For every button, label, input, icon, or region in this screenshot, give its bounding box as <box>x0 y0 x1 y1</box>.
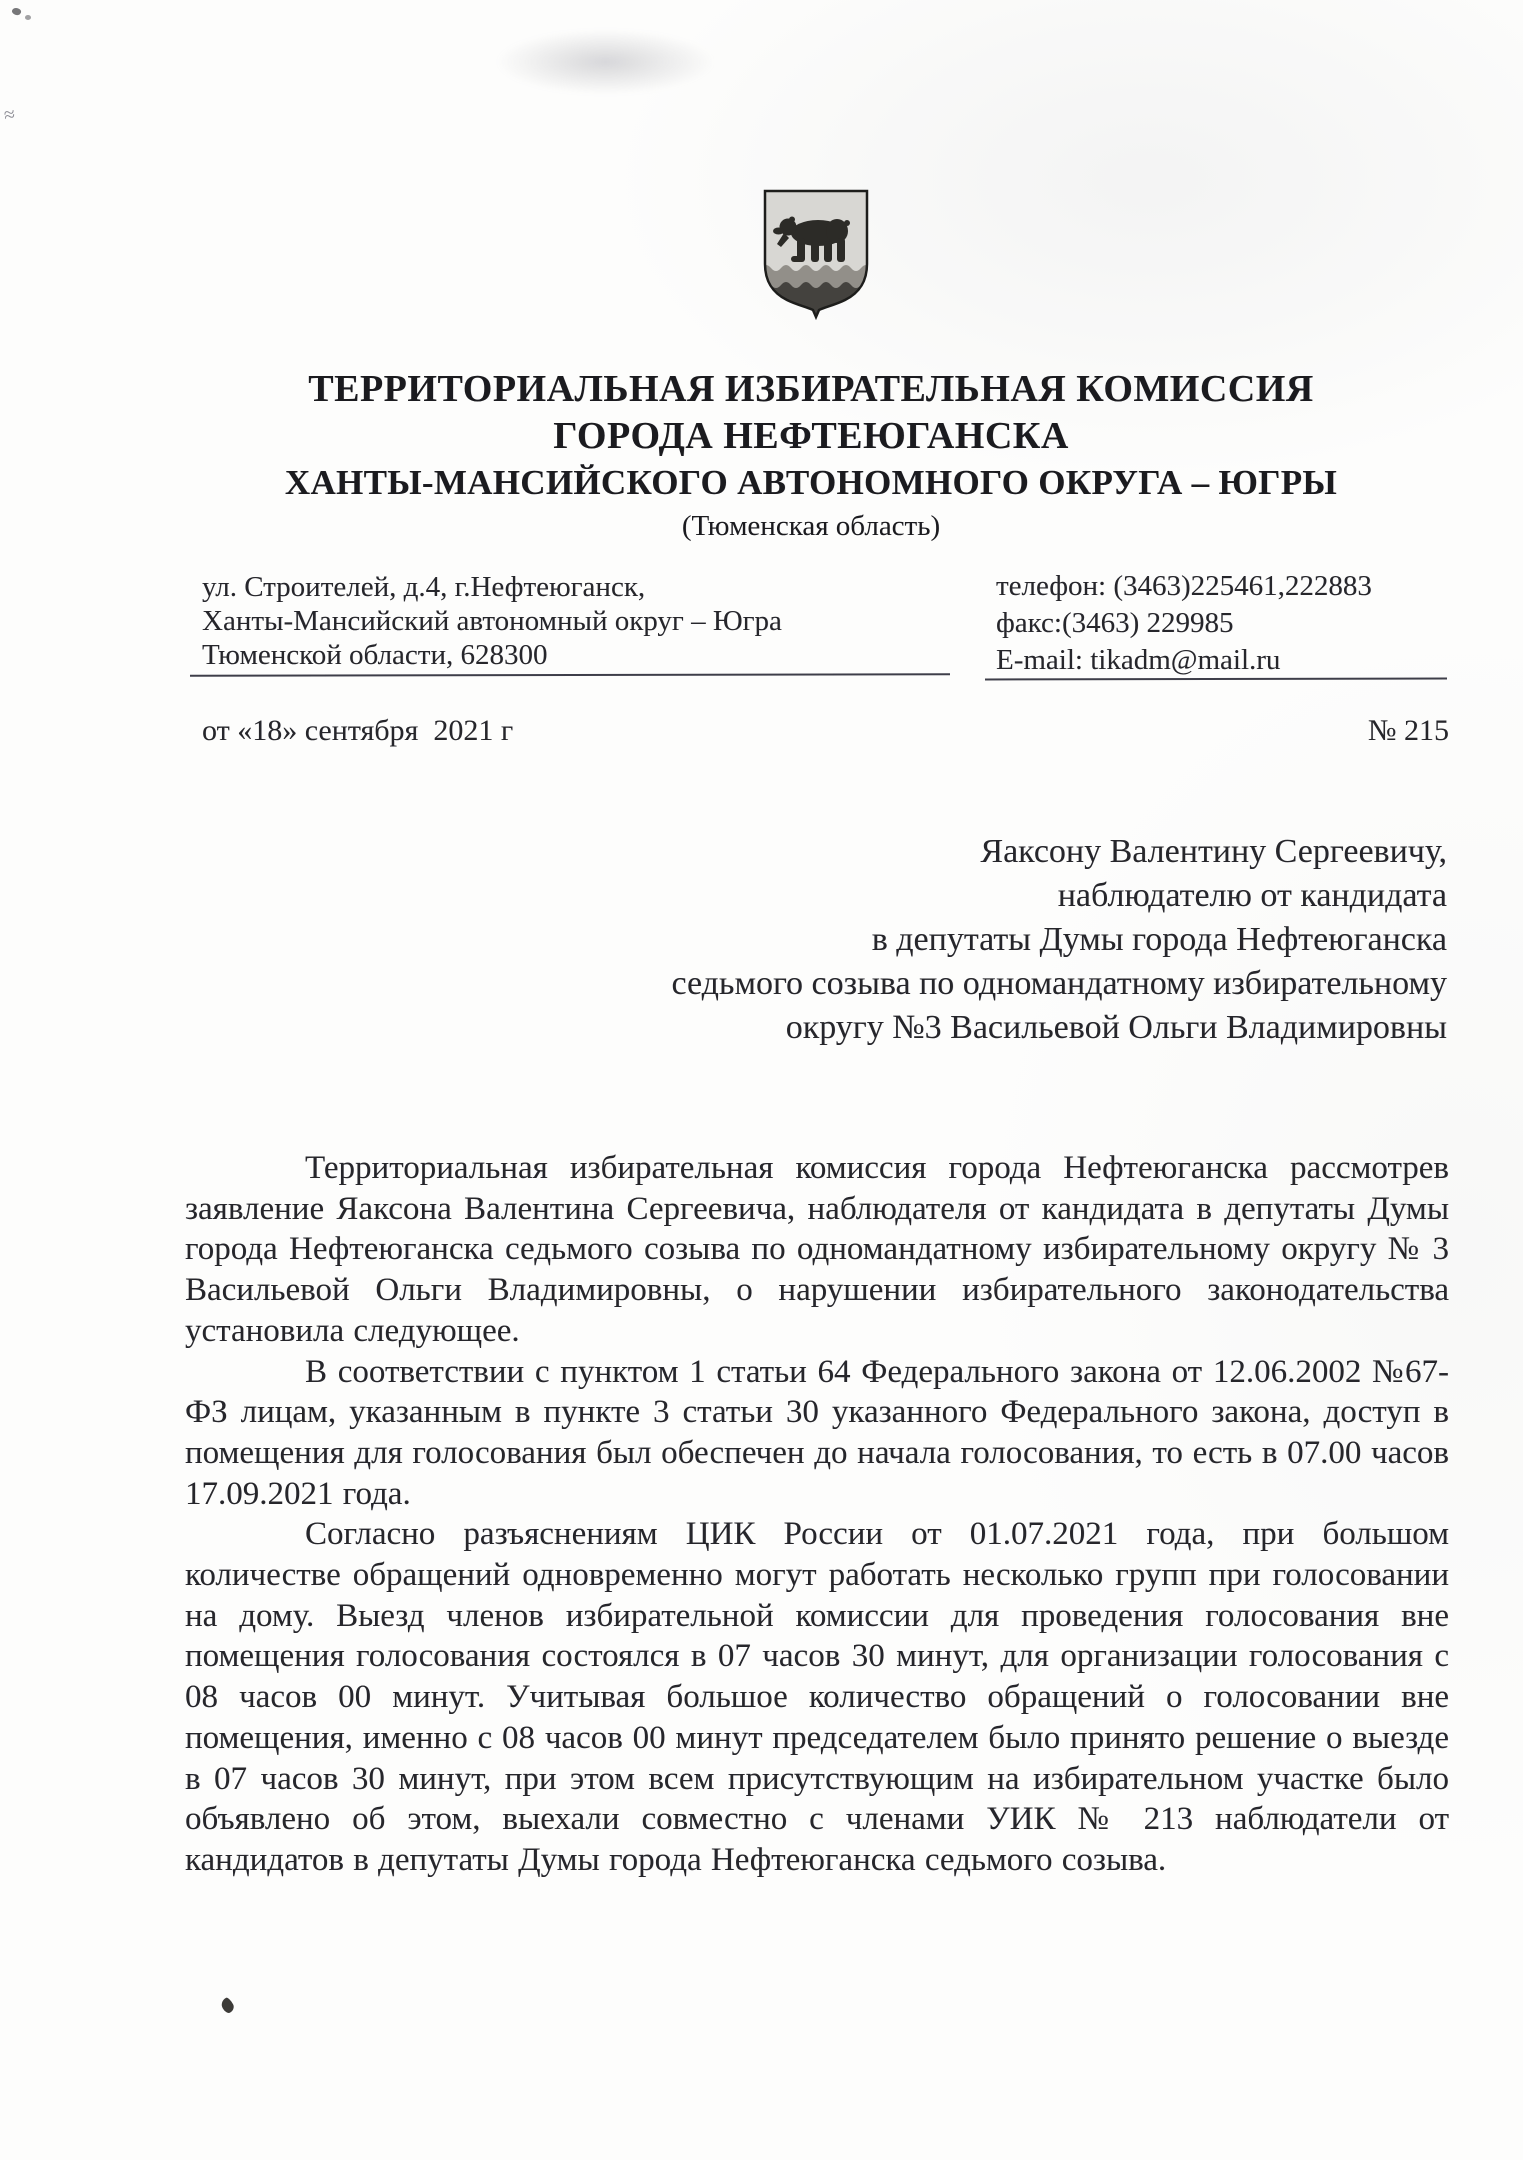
recipient-line: в депутаты Думы города Нефтеюганска <box>871 921 1447 958</box>
letterhead <box>180 366 1442 546</box>
header-divider-right <box>985 678 1447 681</box>
letter-body <box>185 1148 1449 1881</box>
org-name-line-2: ГОРОДА НЕФТЕЮГАНСКА <box>553 415 1069 457</box>
scan-mark: ≈ <box>2 103 17 127</box>
org-region: (Тюменская область) <box>681 510 941 542</box>
header-divider-left <box>190 673 950 677</box>
email-line: E-mail: tikadm@mail.ru <box>996 644 1281 676</box>
body-paragraph: Согласно разъяснениям ЦИК России от 01.07.2021 года, при большом количестве обращений одновременно могут работать несколько групп при голосовании на дому. Выезд членов избирательной комиссии для проведения голосования вне помещения голосования состоялся в 07 часов 30 минут, для организации голосования с 08 часов 00 минут. Учитывая большое количество обращений о голосовании вне помещения, именно с 08 часов 00 минут председателем было принято решение о выезде в 07 часов 30 минут, при этом всем присутствующим на избирательном участке было объявлено об этом, выехали совместно с членами УИК № 213 наблюдатели от кандидатов в депутаты Думы города Нефтеюганска седьмого созыва. <box>185 1516 1449 1878</box>
fax-line: факс:(3463) 229985 <box>996 607 1234 639</box>
recipient-line: Яаксону Валентину Сергеевичу, <box>980 833 1447 870</box>
recipient-block <box>547 830 1447 1050</box>
nefteyugansk-coat-of-arms-icon <box>761 188 871 320</box>
recipient-line: округу №3 Васильевой Ольги Владимировны <box>785 1009 1447 1046</box>
body-paragraph: В соответствии с пунктом 1 статьи 64 Федерального закона от 12.06.2002 №67-ФЗ лицам, указанным в пункте 3 статьи 30 указанного Федерального закона, доступ в помещения для голосования был обеспечен до начала голосования, то есть в 07.00 часов 17.09.2021 года. <box>185 1353 1449 1512</box>
org-name-line-1: ТЕРРИТОРИАЛЬНАЯ ИЗБИРАТЕЛЬНАЯ КОМИССИЯ <box>308 368 1314 410</box>
address-line: Тюменской области, 628300 <box>202 639 548 671</box>
body-paragraph: Территориальная избирательная комиссия города Нефтеюганска рассмотрев заявление Яаксона Валентина Сергеевича, наблюдателя от кандидата в депутаты Думы города Нефтеюганска седьмого созыва по одномандатному избирательному округу № 3 Васильевой Ольги Владимировны, о нарушении избирательного законодательства установила следующее. <box>185 1150 1449 1349</box>
ink-speck <box>219 1996 236 2014</box>
sender-address-block <box>202 570 852 672</box>
address-line: ул. Строителей, д.4, г.Нефтеюганск, <box>202 571 646 603</box>
scan-speck-icon <box>25 15 31 20</box>
sender-contacts-block <box>996 568 1456 679</box>
org-name-line-3: ХАНТЫ-МАНСИЙСКОГО АВТОНОМНОГО ОКРУГА – ЮГРЫ <box>284 463 1338 502</box>
letter-number: № 215 <box>1367 714 1449 747</box>
address-line: Ханты-Мансийский автономный округ – Югра <box>202 605 782 637</box>
recipient-line: седьмого созыва по одномандатному избирательному <box>671 965 1447 1002</box>
phone-line: телефон: (3463)225461,222883 <box>996 570 1372 602</box>
letter-date: от «18» сентября 2021 г <box>202 714 514 747</box>
scan-speck-icon <box>11 6 22 16</box>
scan-smudge <box>498 30 713 94</box>
recipient-line: наблюдателю от кандидата <box>1057 877 1447 914</box>
